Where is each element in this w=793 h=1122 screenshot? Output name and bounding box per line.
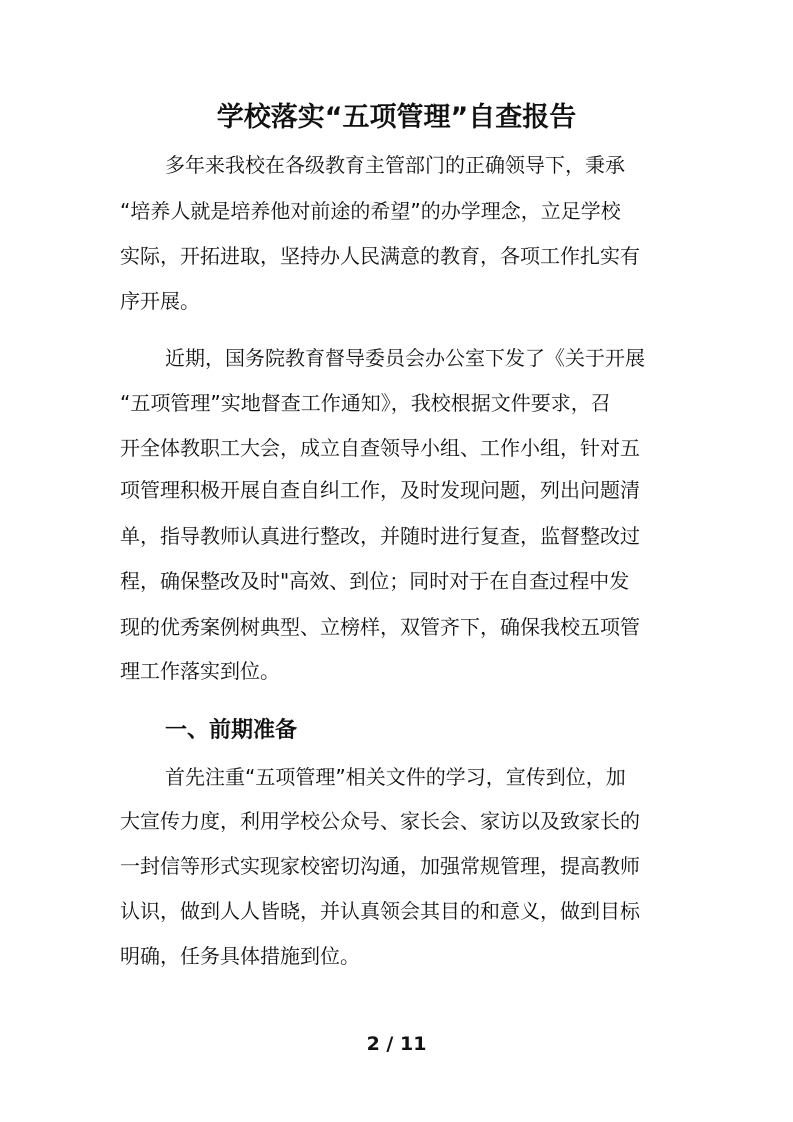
section-paragraph-line-5: 明确，任务具体措施到位。 [120,944,360,968]
paragraph-2-line-5: 单，指导教师认真进行整改，并随时进行复查，监督整改过 [120,524,640,548]
section-heading: 一、前期准备 [165,718,298,743]
paragraph-1-line-4: 序开展。 [120,289,200,313]
paragraph-2-line-6: 程，确保整改及时"高效、到位；同时对于在自查过程中发 [120,569,630,593]
section-paragraph-line-3: 一封信等形式实现家校密切沟通，加强常规管理，提高教师 [120,854,640,878]
paragraph-2-line-1: 近期，国务院教育督导委员会办公室下发了《关于开展 [165,346,645,370]
section-paragraph-line-1: 首先注重“五项管理”相关文件的学习，宣传到位，加 [165,765,626,789]
paragraph-2-line-7: 现的优秀案例树典型、立榜样，双管齐下，确保我校五项管 [120,615,640,639]
document-title: 学校落实“五项管理”自查报告 [216,102,577,133]
paragraph-1-line-2: “培养人就是培养他对前途的希望”的办学理念，立足学校 [120,199,621,223]
paragraph-1-line-3: 实际，开拓进取，坚持办人民满意的教育，各项工作扎实有 [120,244,640,268]
section-paragraph-line-2: 大宣传力度，利用学校公众号、家长会、家访以及致家长的 [120,809,640,833]
page-number: 2 / 11 [366,1033,427,1055]
paragraph-1-line-1: 多年来我校在各级教育主管部门的正确领导下，秉承 [165,153,625,177]
paragraph-2-line-2: “五项管理”实地督查工作通知》，我校根据文件要求，召 [120,391,611,415]
paragraph-2-line-8: 理工作落实到位。 [120,659,280,683]
paragraph-2-line-4: 项管理积极开展自查自纠工作，及时发现问题，列出问题清 [120,478,640,502]
paragraph-2-line-3: 开全体教职工大会，成立自查领导小组、工作小组，针对五 [120,436,640,460]
section-paragraph-line-4: 认识，做到人人皆晓，并认真领会其目的和意义，做到目标 [120,899,640,923]
